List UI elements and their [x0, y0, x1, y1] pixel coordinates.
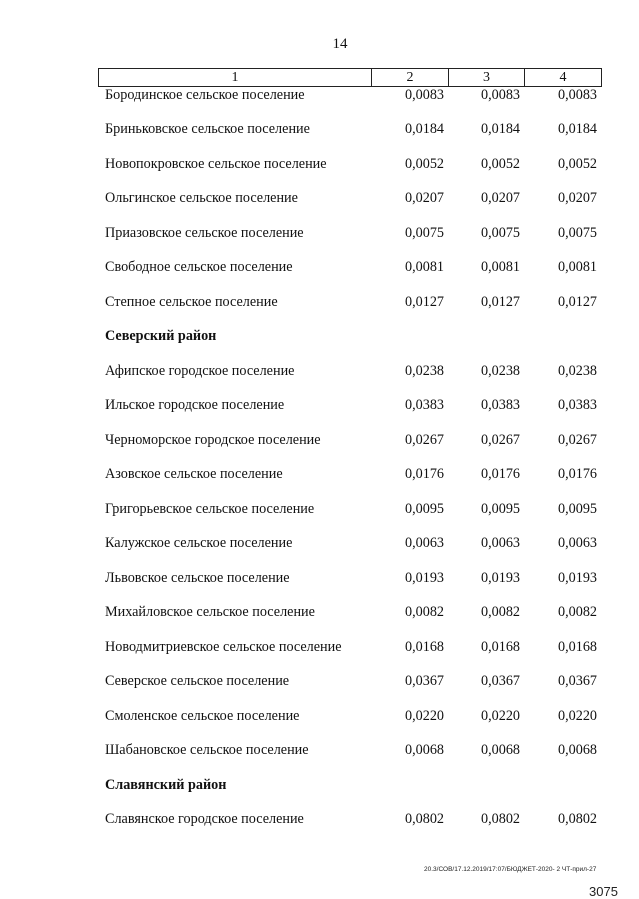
value-col-4: 0,0083 [557, 86, 597, 103]
value-col-2: 0,0383 [404, 397, 444, 414]
value-col-4: 0,0220 [557, 707, 597, 724]
table-row [98, 285, 601, 320]
table-row [98, 354, 601, 389]
table-row [98, 182, 601, 217]
table-row [98, 216, 601, 251]
value-col-2: 0,0127 [404, 293, 444, 310]
value-col-2: 0,0176 [404, 466, 444, 483]
value-col-3: 0,0207 [480, 190, 520, 207]
value-col-3 [448, 768, 524, 803]
table-row [98, 147, 601, 182]
value-col-3: 0,0267 [480, 431, 520, 448]
value-col-2: 0,0083 [404, 86, 444, 103]
value-col-3: 0,0063 [480, 535, 520, 552]
value-col-3: 0,0081 [480, 259, 520, 276]
table-row [98, 561, 601, 596]
settlement-name: Славянский район [105, 776, 227, 793]
value-col-2: 0,0802 [404, 811, 444, 828]
settlement-name: Григорьевское сельское поселение [105, 500, 315, 517]
settlement-name: Черноморское городское поселение [105, 431, 321, 448]
header-col-1: 1 [99, 69, 372, 87]
settlement-name: Приазовское сельское поселение [105, 224, 304, 241]
value-col-2 [371, 768, 448, 803]
value-col-2: 0,0184 [404, 121, 444, 138]
value-col-2: 0,0075 [404, 224, 444, 241]
table-row [98, 527, 601, 562]
value-col-3: 0,0127 [480, 293, 520, 310]
settlement-name: Свободное сельское поселение [105, 259, 293, 276]
district-header-row [98, 768, 601, 803]
document-code: 20.3/СОВ/17.12.2019/17:07/БЮДЖЕТ-2020- 2 ЧТ-прил-27 [424, 866, 597, 873]
settlement-name: Афипское городское поселение [105, 362, 295, 379]
value-col-4: 0,0168 [557, 638, 597, 655]
value-col-2: 0,0063 [404, 535, 444, 552]
value-col-4: 0,0383 [557, 397, 597, 414]
value-col-3: 0,0082 [480, 604, 520, 621]
value-col-3: 0,0083 [480, 86, 520, 103]
settlement-name: Михайловское сельское поселение [105, 604, 315, 621]
value-col-2: 0,0081 [404, 259, 444, 276]
value-col-2: 0,0193 [404, 569, 444, 586]
value-col-4 [524, 320, 601, 355]
settlement-name: Северский район [105, 328, 217, 345]
settlement-name: Северское сельское поселение [105, 673, 290, 690]
table-row [98, 251, 601, 286]
value-col-4: 0,0802 [557, 811, 597, 828]
value-col-2: 0,0082 [404, 604, 444, 621]
table-row [98, 78, 601, 113]
settlement-name: Степное сельское поселение [105, 293, 278, 310]
value-col-4: 0,0068 [557, 742, 597, 759]
header-col-2: 2 [372, 69, 449, 87]
settlement-name: Азовское сельское поселение [105, 466, 283, 483]
settlement-name: Славянское городское поселение [105, 811, 304, 828]
value-col-2 [371, 320, 448, 355]
value-col-2: 0,0220 [404, 707, 444, 724]
settlement-name: Калужское сельское поселение [105, 535, 293, 552]
table-row [98, 113, 601, 148]
value-col-2: 0,0367 [404, 673, 444, 690]
page-number: 14 [332, 36, 348, 52]
value-col-3: 0,0220 [480, 707, 520, 724]
table-row [98, 630, 601, 665]
value-col-3: 0,0052 [480, 155, 520, 172]
settlement-name: Ольгинское сельское поселение [105, 190, 298, 207]
value-col-3: 0,0168 [480, 638, 520, 655]
header-col-4: 4 [525, 69, 602, 87]
value-col-3: 0,0802 [480, 811, 520, 828]
value-col-4: 0,0075 [557, 224, 597, 241]
value-col-4: 0,0063 [557, 535, 597, 552]
value-col-4: 0,0127 [557, 293, 597, 310]
value-col-4: 0,0238 [557, 362, 597, 379]
settlement-name: Ильское городское поселение [105, 397, 285, 414]
value-col-4: 0,0267 [557, 431, 597, 448]
table-row [98, 423, 601, 458]
value-col-4: 0,0052 [557, 155, 597, 172]
settlement-name: Львовское сельское поселение [105, 569, 290, 586]
value-col-2: 0,0052 [404, 155, 444, 172]
table-row [98, 803, 601, 838]
settlement-table [98, 78, 601, 837]
value-col-3: 0,0367 [480, 673, 520, 690]
table-row [98, 458, 601, 493]
settlement-name: Новодмитриевское сельское поселение [105, 638, 342, 655]
settlement-name: Новопокровское сельское поселение [105, 155, 327, 172]
value-col-4: 0,0095 [557, 500, 597, 517]
value-col-3: 0,0095 [480, 500, 520, 517]
settlement-name: Смоленское сельское поселение [105, 707, 300, 724]
header-col-3: 3 [449, 69, 525, 87]
value-col-2: 0,0168 [404, 638, 444, 655]
table-row [98, 665, 601, 700]
settlement-name: Бородинское сельское поселение [105, 86, 305, 103]
value-col-3 [448, 320, 524, 355]
value-col-2: 0,0267 [404, 431, 444, 448]
value-col-4 [524, 768, 601, 803]
value-col-2: 0,0238 [404, 362, 444, 379]
value-col-3: 0,0075 [480, 224, 520, 241]
table-row [98, 389, 601, 424]
value-col-3: 0,0193 [480, 569, 520, 586]
value-col-4: 0,0367 [557, 673, 597, 690]
value-col-4: 0,0176 [557, 466, 597, 483]
value-col-2: 0,0095 [404, 500, 444, 517]
value-col-4: 0,0082 [557, 604, 597, 621]
district-header-row [98, 320, 601, 355]
settlement-name: Шабановское сельское поселение [105, 742, 309, 759]
value-col-4: 0,0184 [557, 121, 597, 138]
value-col-4: 0,0081 [557, 259, 597, 276]
value-col-2: 0,0207 [404, 190, 444, 207]
value-col-4: 0,0193 [557, 569, 597, 586]
value-col-4: 0,0207 [557, 190, 597, 207]
value-col-3: 0,0176 [480, 466, 520, 483]
table-row [98, 734, 601, 769]
value-col-2: 0,0068 [404, 742, 444, 759]
settlement-name: Бриньковское сельское поселение [105, 121, 310, 138]
value-col-3: 0,0383 [480, 397, 520, 414]
table-row [98, 596, 601, 631]
value-col-3: 0,0184 [480, 121, 520, 138]
page-stamp: 3075 [589, 884, 618, 899]
value-col-3: 0,0068 [480, 742, 520, 759]
table-row [98, 699, 601, 734]
table-row [98, 492, 601, 527]
value-col-3: 0,0238 [480, 362, 520, 379]
